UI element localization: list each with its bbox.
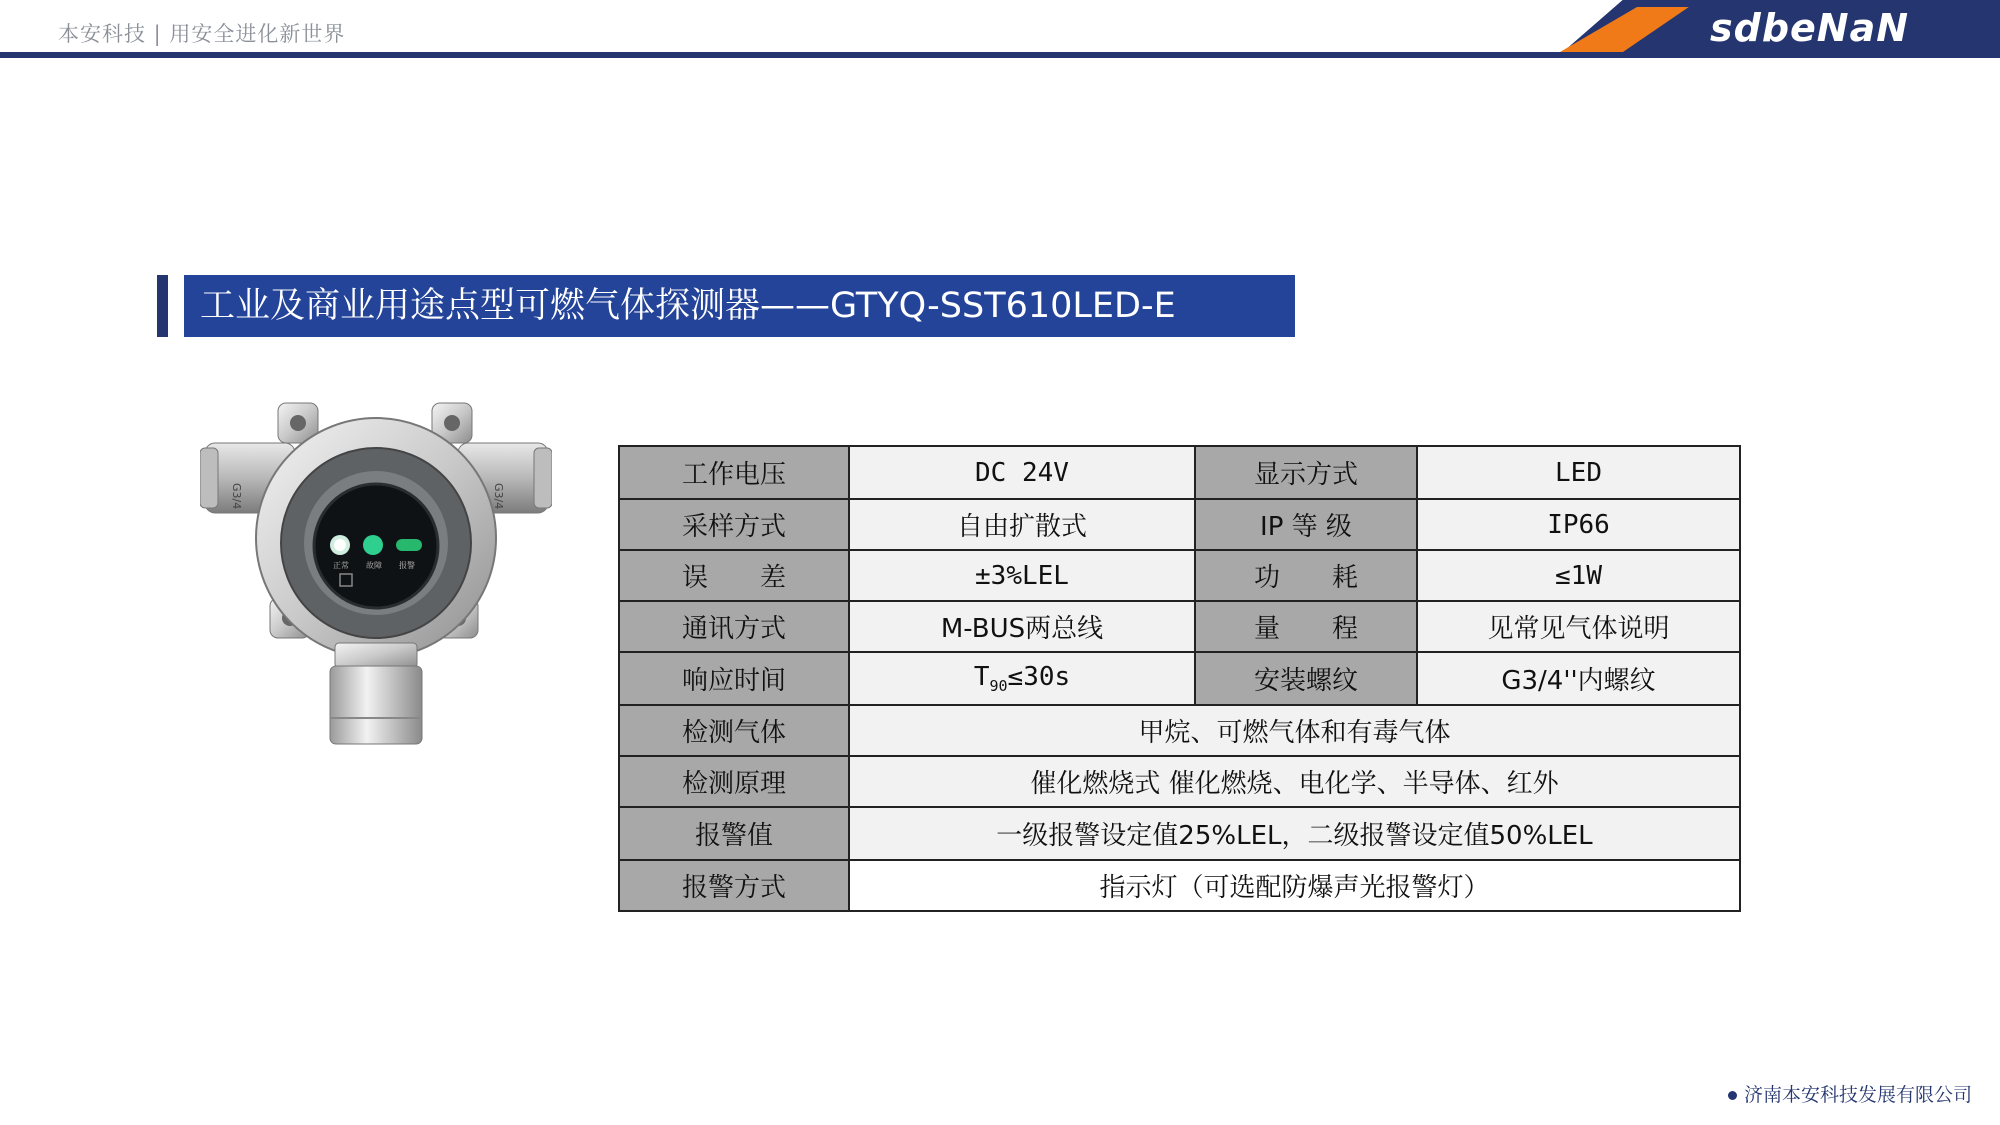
spec-value: 自由扩散式 [849,499,1195,550]
spec-label: 安装螺纹 [1195,652,1417,705]
brand-logo: sdbeNaN [1710,6,1910,50]
spec-value: 见常见气体说明 [1417,601,1740,652]
table-row [619,652,1740,705]
spec-value: 甲烷、可燃气体和有毒气体 [849,705,1740,756]
footer-company [1728,1080,1972,1107]
spec-value: M-BUS两总线 [849,601,1195,652]
spec-label: 量 程 [1195,601,1417,652]
spec-value: 指示灯（可选配防爆声光报警灯） [849,860,1740,911]
spec-label: 误 差 [619,550,849,601]
spec-value: G3/4''内螺纹 [1417,652,1740,705]
led-label-alarm: 报警 [399,561,415,570]
spec-value: ≤1W [1417,550,1740,601]
spec-label: 工作电压 [619,446,849,499]
table-row [619,499,1740,550]
table-row [619,705,1740,756]
table-row [619,860,1740,911]
spec-label: 采样方式 [619,499,849,550]
spec-label: 显示方式 [1195,446,1417,499]
table-row [619,446,1740,499]
table-row [619,807,1740,860]
spec-label: 检测原理 [619,756,849,807]
spec-table [618,445,1741,912]
spec-value: DC 24V [849,446,1195,499]
led-label-normal: 正常 [333,561,349,570]
footer-company-name: 济南本安科技发展有限公司 [1743,1085,1972,1106]
table-row [619,756,1740,807]
response-time-subscript: 90 [989,677,1008,696]
table-row [619,550,1740,601]
spec-label: 报警值 [619,807,849,860]
spec-label: 响应时间 [619,652,849,705]
spec-value: LED [1417,446,1740,499]
spec-value: ±3%LEL [849,550,1195,601]
spec-value: 催化燃烧式 催化燃烧、电化学、半导体、红外 [849,756,1740,807]
port-mark-left: G3/4 [230,483,243,510]
table-row [619,601,1740,652]
response-time-suffix: ≤30s [1007,661,1071,692]
spec-label: 通讯方式 [619,601,849,652]
spec-value [849,652,1195,705]
port-mark-right: G3/4 [492,483,505,510]
gas-detector-image [200,398,552,748]
header-tagline: 本安科技 | 用安全进化新世界 [58,22,346,46]
spec-label: 功 耗 [1195,550,1417,601]
page-title: 工业及商业用途点型可燃气体探测器——GTYQ-SST610LED-E [184,275,1295,337]
title-accent-bar [157,275,168,337]
spec-value: 一级报警设定值25%LEL，二级报警设定值50%LEL [849,807,1740,860]
spec-label: IP 等 级 [1195,499,1417,550]
led-label-fault: 故障 [366,561,382,570]
bullet-icon [1728,1091,1737,1100]
spec-label: 检测气体 [619,705,849,756]
response-time-prefix: T [973,661,990,692]
spec-label: 报警方式 [619,860,849,911]
spec-value: IP66 [1417,499,1740,550]
